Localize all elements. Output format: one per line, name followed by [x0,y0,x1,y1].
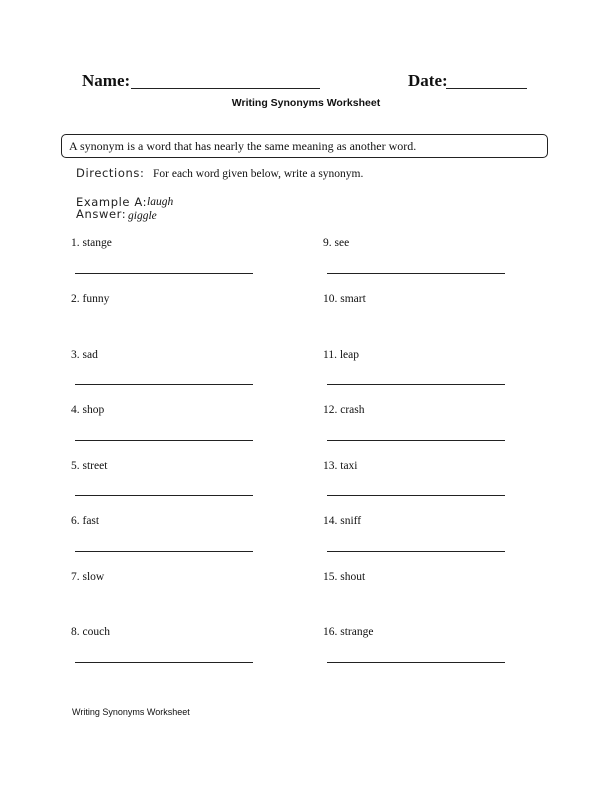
item-9: 9. see [323,237,350,249]
item-14: 14. sniff [323,515,362,527]
item-8: 8. couch [71,626,110,638]
date-label: Date: [408,71,448,90]
item-5: 5. street [71,460,108,472]
footer-text: Writing Synonyms Worksheet [72,707,190,717]
item-10: 10. smart [323,293,366,305]
item-1: 1. stange [71,237,112,249]
worksheet-title: Writing Synonyms Worksheet [231,97,381,109]
answer-line-5[interactable] [75,495,253,496]
example-word: laugh [147,196,174,208]
answer-line-9[interactable] [327,273,505,274]
answer-word: giggle [128,210,157,222]
example-label: Example A: [76,195,148,209]
definition-box [61,134,548,158]
answer-line-1[interactable] [75,273,253,274]
item-13: 13. taxi [323,460,358,472]
answer-line-11[interactable] [327,384,505,385]
answer-label: Answer: [76,207,127,221]
item-7: 7. slow [71,571,105,583]
item-6: 6. fast [71,515,100,527]
item-16: 16. strange [323,626,374,638]
directions-label: Directions: [76,166,145,180]
answer-line-16[interactable] [327,662,505,663]
item-2: 2. funny [71,293,110,305]
item-4: 4. shop [71,404,105,416]
answer-line-12[interactable] [327,440,505,441]
directions-text: For each word given below, write a synonym. [153,168,364,180]
item-12: 12. crash [323,404,365,416]
item-11: 11. leap [323,349,359,361]
answer-line-8[interactable] [75,662,253,663]
item-3: 3. sad [71,349,98,361]
answer-line-4[interactable] [75,440,253,441]
date-field[interactable] [446,88,527,89]
item-15: 15. shout [323,571,366,583]
answer-line-13[interactable] [327,495,505,496]
answer-line-6[interactable] [75,551,253,552]
definition-text: A synonym is a word that has nearly the same meaning as another word. [69,139,417,153]
name-label: Name: [82,71,131,90]
name-field[interactable] [131,88,320,89]
answer-line-3[interactable] [75,384,253,385]
answer-line-14[interactable] [327,551,505,552]
